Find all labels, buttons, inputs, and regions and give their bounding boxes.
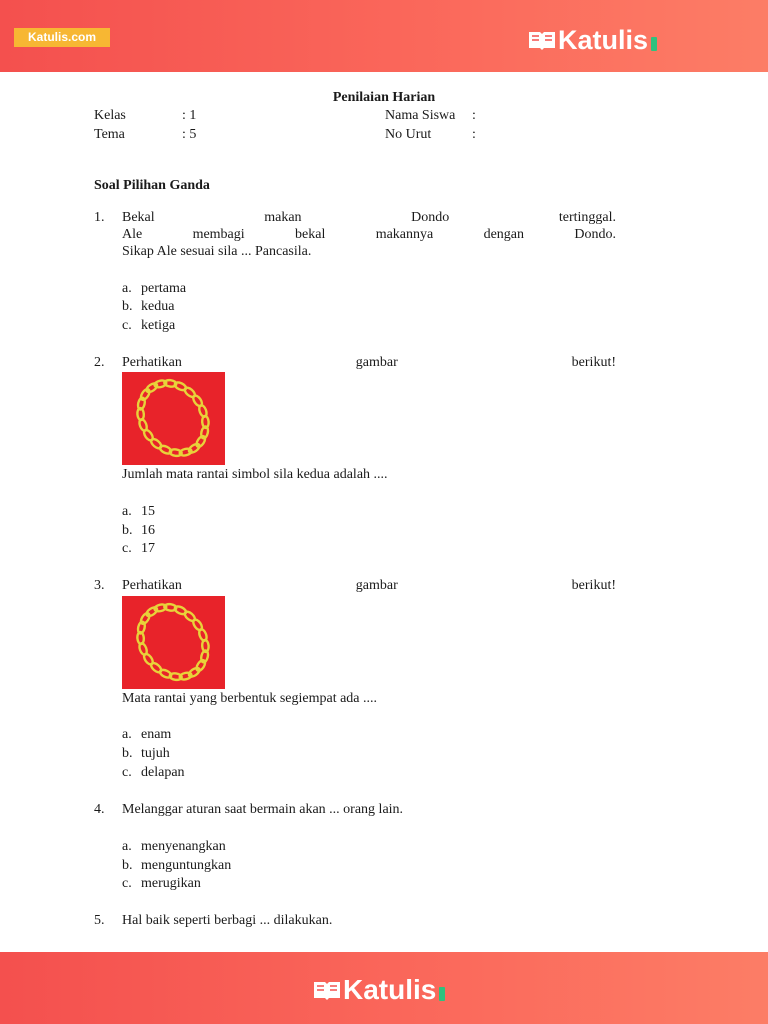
nama-siswa-field[interactable]: : <box>472 108 476 123</box>
option-letter: a. <box>122 839 132 854</box>
word: Ale <box>122 227 143 242</box>
word: Dondo. <box>574 227 616 242</box>
open-book-icon <box>528 29 556 51</box>
kelas-value: : 1 <box>182 108 197 123</box>
option-text: 16 <box>141 523 155 538</box>
pencil-icon <box>439 987 445 1001</box>
option-text: ketiga <box>141 318 176 333</box>
word: makannya <box>375 227 434 242</box>
word: makan <box>264 210 302 225</box>
brand-logo[interactable] <box>313 970 445 1010</box>
option-text: enam <box>141 727 172 742</box>
question-line <box>122 226 616 243</box>
question-number: 4. <box>94 802 105 817</box>
chain-link <box>139 388 151 402</box>
question-text: Melanggar aturan saat bermain akan ... orang lain. <box>122 802 404 817</box>
brand-name: Katulis <box>343 974 437 1005</box>
question-number: 2. <box>94 355 105 370</box>
word: gambar <box>355 355 398 370</box>
option-text: kedua <box>141 299 175 314</box>
word: Perhatikan <box>122 355 182 370</box>
brand-logo[interactable] <box>528 22 657 58</box>
word: membagi <box>192 227 245 242</box>
question-line <box>122 354 616 371</box>
question-number: 1. <box>94 210 105 225</box>
site-badge[interactable]: Katulis.com <box>14 28 110 47</box>
brand-name: Katulis <box>558 24 649 55</box>
chain-icon <box>122 372 225 465</box>
question-text: Mata rantai yang berbentuk segiempat ada .... <box>122 691 378 706</box>
word: berikut! <box>571 355 616 370</box>
question-line <box>122 209 616 226</box>
no-urut-field[interactable]: : <box>472 127 476 142</box>
chain-symbol-image <box>122 372 225 465</box>
option-text: 15 <box>141 504 155 519</box>
tema-value: : 5 <box>182 127 197 142</box>
page-title: Penilaian Harian <box>332 90 436 105</box>
option-letter: c. <box>122 876 132 891</box>
question-text: Jumlah mata rantai simbol sila kedua adalah .... <box>122 467 388 482</box>
section-title: Soal Pilihan Ganda <box>94 178 210 193</box>
option-letter: a. <box>122 281 132 296</box>
option-letter: b. <box>122 858 133 873</box>
option-text: 17 <box>141 541 155 556</box>
option-letter: c. <box>122 765 132 780</box>
option-text: delapan <box>141 765 185 780</box>
question-text: Hal baik seperti berbagi ... dilakukan. <box>122 913 333 928</box>
chain-symbol-image <box>122 596 225 689</box>
nama-siswa-label: Nama Siswa <box>385 108 456 123</box>
word: dengan <box>483 227 524 242</box>
word: Dondo <box>411 210 450 225</box>
chain-icon <box>122 596 225 689</box>
option-text: menyenangkan <box>141 839 226 854</box>
option-letter: b. <box>122 746 133 761</box>
word: gambar <box>355 578 398 593</box>
tema-label: Tema <box>94 127 125 142</box>
chain-link <box>195 435 207 449</box>
word: berikut! <box>571 578 616 593</box>
pencil-icon <box>651 37 657 51</box>
word: Perhatikan <box>122 578 182 593</box>
question-number: 5. <box>94 913 105 928</box>
option-text: pertama <box>141 281 187 296</box>
option-letter: a. <box>122 504 132 519</box>
question-line <box>122 577 616 594</box>
word: tertinggal. <box>558 210 616 225</box>
option-letter: b. <box>122 299 133 314</box>
option-letter: a. <box>122 727 132 742</box>
question-number: 3. <box>94 578 105 593</box>
no-urut-label: No Urut <box>385 127 432 142</box>
chain-link <box>183 610 196 623</box>
word: Bekal <box>122 210 155 225</box>
page-footer <box>0 952 768 1024</box>
question-text: Sikap Ale sesuai sila ... Pancasila. <box>122 244 312 259</box>
option-text: menguntungkan <box>141 858 232 873</box>
option-letter: c. <box>122 541 132 556</box>
option-text: merugikan <box>141 876 201 891</box>
chain-link <box>139 612 151 626</box>
open-book-icon <box>313 979 341 1001</box>
option-letter: b. <box>122 523 133 538</box>
page-header <box>0 0 768 72</box>
word: bekal <box>295 227 326 242</box>
option-letter: c. <box>122 318 132 333</box>
chain-link <box>195 659 207 673</box>
kelas-label: Kelas <box>94 108 126 123</box>
option-text: tujuh <box>141 746 170 761</box>
chain-link <box>183 386 196 399</box>
